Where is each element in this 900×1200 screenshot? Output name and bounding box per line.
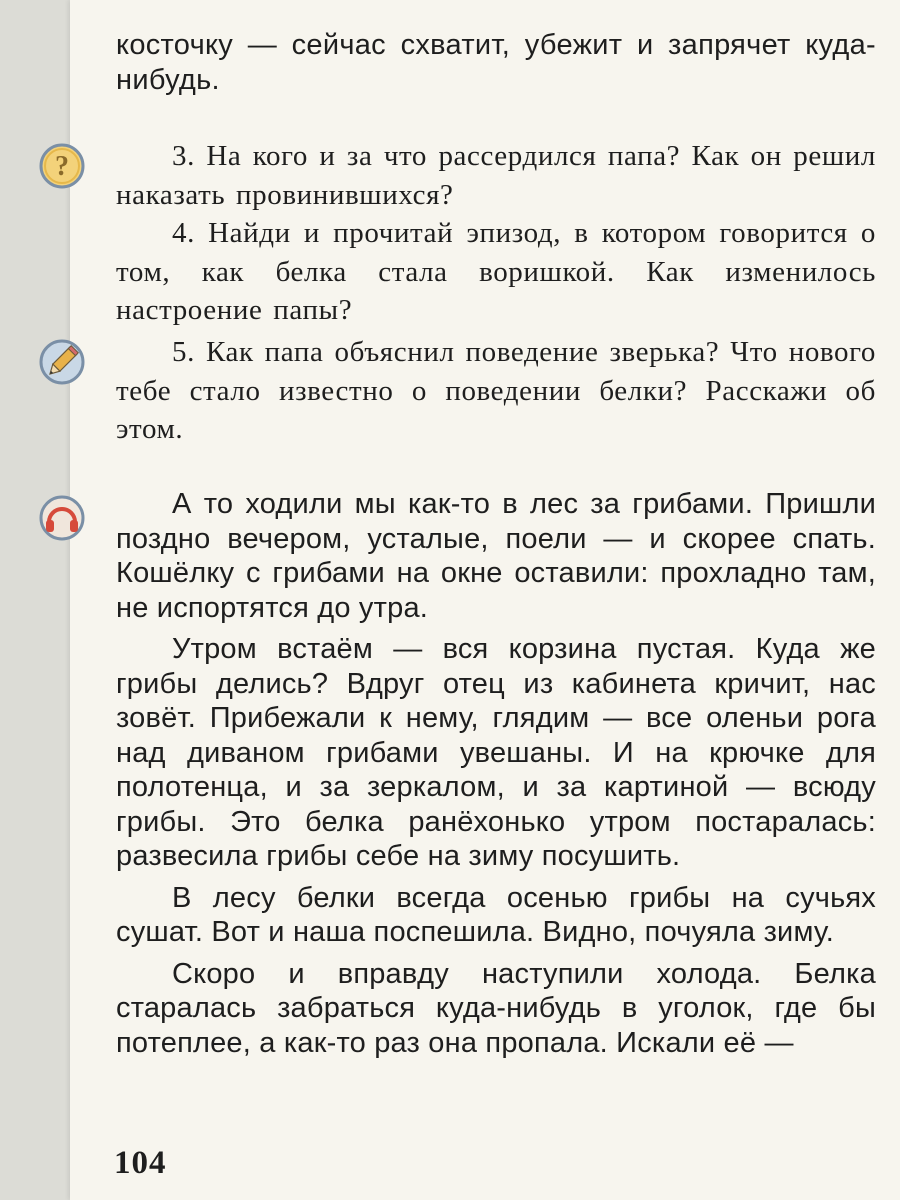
- question-3: [116, 137, 876, 214]
- question-5-number: 5.: [172, 336, 195, 368]
- question-5: [116, 333, 876, 449]
- question-3-number: 3.: [172, 140, 195, 172]
- question-4: [116, 214, 876, 330]
- question-4-text: Найди и прочитай эпизод, в котором говорится о том, как белка стала воришкой. Как изменилось настроение папы?: [116, 217, 876, 326]
- question-4-number: 4.: [172, 217, 195, 249]
- svg-text:?: ?: [55, 151, 69, 182]
- story-paragraph: А то ходили мы как-то в лес за грибами. Пришли поздно вечером, усталые, поели — и скорее спать. Кошёлку с грибами на окне оставили: прохладно там, не испортятся до утра.: [116, 488, 876, 624]
- question-5-text: Как папа объяснил поведение зверька? Что нового тебе стало известно о поведении белки? Расскажи об этом.: [116, 336, 876, 445]
- question-icon: [38, 142, 86, 190]
- question-3-text: На кого и за что рассердился папа? Как он решил наказать провинившихся?: [116, 140, 876, 211]
- headphones-icon: [38, 494, 86, 542]
- story-paragraph: В лесу белки всегда осенью грибы на сучьях сушат. Вот и наша поспешила. Видно, почуяла зиму.: [116, 881, 876, 948]
- top-fragment-text: косточку — сейчас схватит, убежит и запрячет куда-нибудь.: [116, 29, 876, 96]
- question-5-block: [116, 333, 876, 449]
- pencil-icon: [38, 338, 86, 386]
- top-fragment: [116, 28, 876, 97]
- questions-block: [116, 137, 876, 330]
- story-text: [116, 487, 876, 1060]
- story-paragraph: Утром встаём — вся корзина пустая. Куда же грибы делись? Вдруг отец из кабинета кричит, нас зовёт. Прибежали к нему, глядим — все оленьи рога над диваном грибами увешаны. И на крючке для полотенца, и за зеркалом, и за картиной — всюду грибы. Это белка ранёхонько утром постаралась: развесила грибы себе на зиму посушить.: [116, 633, 876, 872]
- page-number: 104: [114, 1145, 167, 1181]
- story-paragraph: Скоро и вправду наступили холода. Белка старалась забраться куда-нибудь в уголок, где бы потеплее, а как-то раз она пропала. Искали её —: [116, 957, 876, 1059]
